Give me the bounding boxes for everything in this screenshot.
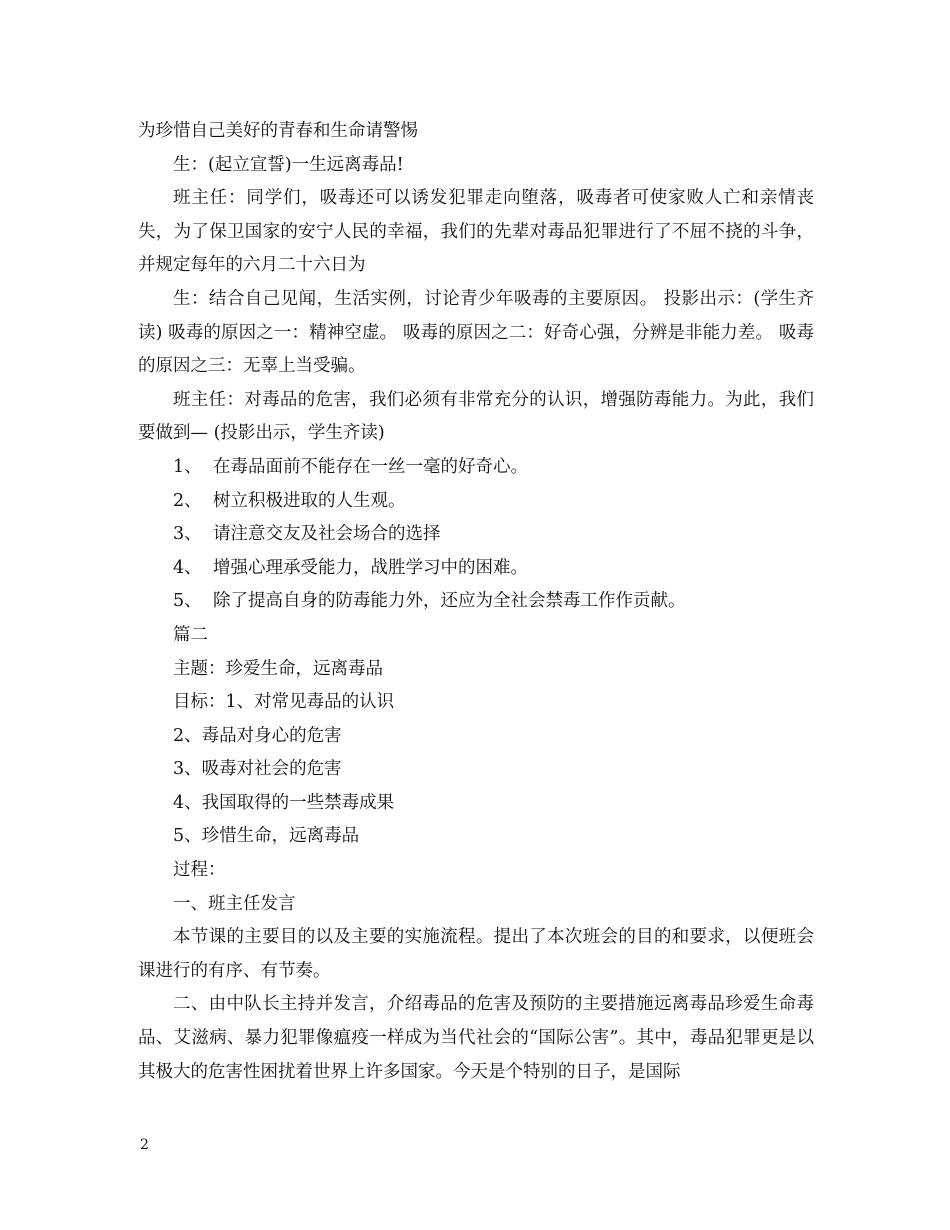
paragraph-teacher-2: 班主任：对毒品的危害，我们必须有非常充分的认识，增强防毒能力。为此，我们要做到— (投影出示，学生齐读) [138,389,814,444]
goal-item: 4、我国取得的一些禁毒成果 [173,792,395,813]
goal-item: 目标：1、对常见毒品的认识 [173,692,395,713]
step2-text: 二、由中队长主持并发言，介绍毒品的危害及预防的主要措施远离毒品珍爱生命毒品、艾滋病、暴力犯罪像瘟疫一样成为当代社会的“国际公害”。其中，毒品犯罪更是以其极大的危害性困扰着世界上许多国家。今天是个特别的日子，是国际 [138,994,814,1082]
list-number: 4、 [173,557,202,578]
list-number: 5、 [173,591,202,612]
goal-item: 3、吸毒对社会的危害 [173,759,342,780]
goal-item: 2、毒品对身心的危害 [173,725,342,746]
paragraph-oath: 生：(起立宣誓)一生远离毒品! [173,154,404,175]
list-item [138,552,814,586]
list-number: 2、 [173,490,202,511]
list-item [138,451,814,485]
list-number: 3、 [173,524,202,545]
list-text: 树立积极进取的人生观。 [213,490,406,511]
list-text: 除了提高自身的防毒能力外，还应为全社会禁毒工作作贡献。 [213,591,686,612]
list-text: 在毒品面前不能存在一丝一毫的好奇心。 [213,456,528,477]
list-item [138,485,814,519]
list-text: 请注意交友及社会场合的选择 [213,524,441,545]
page-number: 2 [140,1137,149,1153]
list-text: 增强心理承受能力，战胜学习中的困难。 [213,557,528,578]
paragraph-student-discussion: 生：结合自己见闻，生活实例，讨论青少年吸毒的主要原因。 投影出示：(学生齐读) 吸毒的原因之一：精神空虚。 吸毒的原因之二：好奇心强，分辨是非能力差。 吸毒的原因之三：无辜上当受骗。 [138,288,814,377]
document-body [138,115,814,1089]
list-number: 1、 [173,456,202,477]
list-item [138,585,814,619]
step1-text: 本节课的主要目的以及主要的实施流程。提出了本次班会的目的和要求，以便班会课进行的有序、有节奏。 [138,927,814,981]
list-item [138,518,814,552]
section-heading: 篇二 [173,624,208,645]
paragraph-intro: 为珍惜自己美好的青春和生命请警惕 [138,121,418,141]
step1-title: 一、班主任发言 [173,893,296,914]
goal-item: 5、珍惜生命，远离毒品 [173,826,360,847]
process-label: 过程： [173,860,226,881]
paragraph-teacher-1: 班主任：同学们，吸毒还可以诱发犯罪走向堕落，吸毒者可使家败人亡和亲情丧失，为了保卫国家的安宁人民的幸福，我们的先辈对毒品犯罪进行了不屈不挠的斗争，并规定每年的六月二十六日为 [138,188,814,276]
section-theme: 主题：珍爱生命，远离毒品 [173,658,383,679]
